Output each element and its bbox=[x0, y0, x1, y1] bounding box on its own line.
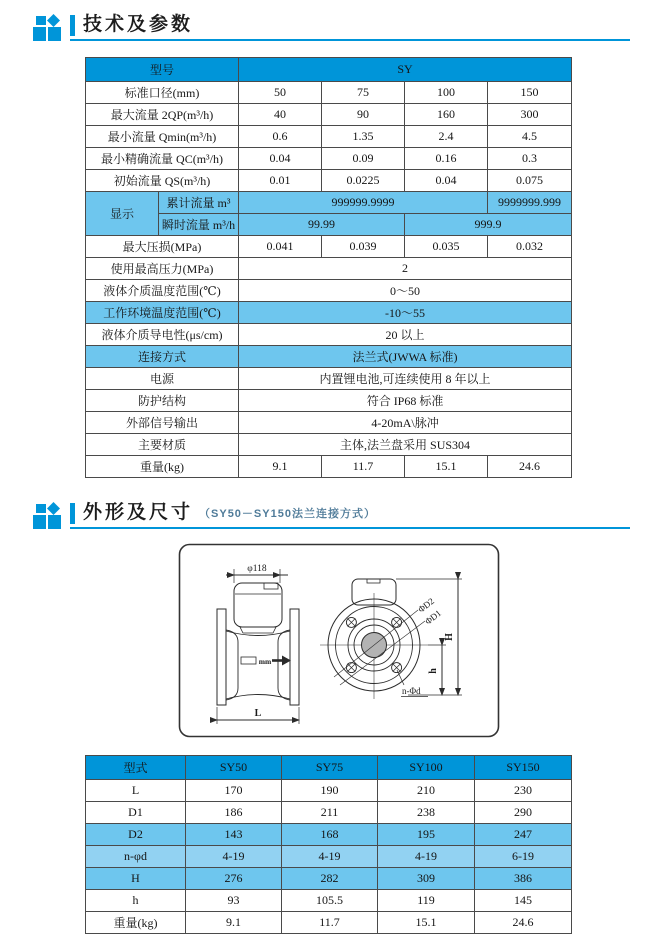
row-label: L bbox=[86, 780, 186, 802]
dim-label-d2: ΦD2 bbox=[416, 595, 437, 615]
section-header-dimensions bbox=[32, 502, 630, 529]
cell-value: 15.1 bbox=[405, 456, 488, 478]
column-header: 型式 bbox=[86, 756, 186, 780]
dim-label-d1: ΦD1 bbox=[423, 607, 444, 627]
cell-value: 999999.9999 bbox=[239, 192, 488, 214]
cell-value: 4.5 bbox=[488, 126, 572, 148]
cell-value: 4-19 bbox=[186, 846, 282, 868]
cell-value: 0.04 bbox=[239, 148, 322, 170]
cell-value: 0～50 bbox=[239, 280, 572, 302]
column-header: SY bbox=[239, 58, 572, 82]
cell-value: 内置锂电池,可连续使用 8 年以上 bbox=[239, 368, 572, 390]
cell-value: 160 bbox=[405, 104, 488, 126]
cell-value: 50 bbox=[239, 82, 322, 104]
column-header: SY100 bbox=[378, 756, 475, 780]
row-label: 最小精确流量 QC(m³/h) bbox=[86, 148, 239, 170]
cell-value: 15.1 bbox=[378, 912, 475, 934]
cell-value: 主体,法兰盘采用 SUS304 bbox=[239, 434, 572, 456]
dim-label-phi118: φ118 bbox=[247, 564, 267, 574]
title-underline bbox=[70, 14, 630, 41]
cell-value: 100 bbox=[405, 82, 488, 104]
row-label: 防护结构 bbox=[86, 390, 239, 412]
dim-label-bolt-spec: n-Φd bbox=[402, 686, 421, 696]
dim-label-mm: mm bbox=[258, 657, 272, 666]
cell-value: 24.6 bbox=[488, 456, 572, 478]
row-label: h bbox=[86, 890, 186, 912]
section-title: 技术及参数 bbox=[83, 14, 194, 35]
cell-value: 1.35 bbox=[322, 126, 405, 148]
row-label: 最大压损(MPa) bbox=[86, 236, 239, 258]
cell-value: 0.035 bbox=[405, 236, 488, 258]
cell-value: 0.039 bbox=[322, 236, 405, 258]
outline-drawing-panel bbox=[178, 543, 500, 744]
cell-value: 210 bbox=[378, 780, 475, 802]
row-label: 液体介质导电性(μs/cm) bbox=[86, 324, 239, 346]
section-icon bbox=[32, 14, 68, 42]
cell-value: 238 bbox=[378, 802, 475, 824]
row-label: 重量(kg) bbox=[86, 912, 186, 934]
cell-value: 20 以上 bbox=[239, 324, 572, 346]
cell-value: 186 bbox=[186, 802, 282, 824]
cell-value: 0.6 bbox=[239, 126, 322, 148]
dim-label-length: L bbox=[254, 708, 262, 719]
cell-value: 9.1 bbox=[186, 912, 282, 934]
cell-value: 105.5 bbox=[282, 890, 378, 912]
row-label: 连接方式 bbox=[86, 346, 239, 368]
cell-value: 0.032 bbox=[488, 236, 572, 258]
row-label: 重量(kg) bbox=[86, 456, 239, 478]
row-label: 使用最高压力(MPa) bbox=[86, 258, 239, 280]
dim-label-half-height: h bbox=[428, 668, 439, 674]
cell-value: 119 bbox=[378, 890, 475, 912]
section-icon bbox=[32, 502, 68, 530]
cell-value: -10～55 bbox=[239, 302, 572, 324]
cell-value: 4-19 bbox=[378, 846, 475, 868]
row-label: 液体介质温度范围(℃) bbox=[86, 280, 239, 302]
section-subtitle: （SY50－SY150法兰连接方式） bbox=[199, 508, 376, 520]
cell-value: 9.1 bbox=[239, 456, 322, 478]
cell-value: 4-19 bbox=[282, 846, 378, 868]
cell-value: 法兰式(JWWA 标准) bbox=[239, 346, 572, 368]
cell-value: 0.16 bbox=[405, 148, 488, 170]
cell-value: 230 bbox=[475, 780, 572, 802]
cell-value: 符合 IP68 标准 bbox=[239, 390, 572, 412]
cell-value: 195 bbox=[378, 824, 475, 846]
cell-value: 150 bbox=[488, 82, 572, 104]
column-header: SY150 bbox=[475, 756, 572, 780]
cell-value: 247 bbox=[475, 824, 572, 846]
cell-value: 211 bbox=[282, 802, 378, 824]
cell-value: 2.4 bbox=[405, 126, 488, 148]
cell-value: 143 bbox=[186, 824, 282, 846]
cell-value: 93 bbox=[186, 890, 282, 912]
cell-value: 0.04 bbox=[405, 170, 488, 192]
title-accent-bar bbox=[70, 15, 75, 36]
side-view bbox=[217, 564, 299, 724]
outline-drawing bbox=[178, 543, 500, 739]
section-header-specs bbox=[32, 14, 630, 41]
cell-value: 4-20mA\脉冲 bbox=[239, 412, 572, 434]
cell-value: 170 bbox=[186, 780, 282, 802]
row-label: 最大流量 2QP(m³/h) bbox=[86, 104, 239, 126]
title-accent-bar bbox=[70, 503, 75, 524]
row-label: D1 bbox=[86, 802, 186, 824]
cell-value: 11.7 bbox=[282, 912, 378, 934]
cell-value: 190 bbox=[282, 780, 378, 802]
cell-value: 0.3 bbox=[488, 148, 572, 170]
front-view bbox=[320, 579, 462, 699]
cell-value: 2 bbox=[239, 258, 572, 280]
cell-value: 282 bbox=[282, 868, 378, 890]
column-header: 型号 bbox=[86, 58, 239, 82]
cell-value: 11.7 bbox=[322, 456, 405, 478]
row-label: 最小流量 Qmin(m³/h) bbox=[86, 126, 239, 148]
cell-value: 0.0225 bbox=[322, 170, 405, 192]
cell-value: 6-19 bbox=[475, 846, 572, 868]
column-header: SY50 bbox=[186, 756, 282, 780]
cell-value: 24.6 bbox=[475, 912, 572, 934]
row-label: D2 bbox=[86, 824, 186, 846]
cell-value: 99.99 bbox=[239, 214, 405, 236]
cell-value: 309 bbox=[378, 868, 475, 890]
row-label: 标准口径(mm) bbox=[86, 82, 239, 104]
cell-value: 40 bbox=[239, 104, 322, 126]
row-label: n-φd bbox=[86, 846, 186, 868]
dimension-table bbox=[85, 755, 572, 934]
cell-value: 276 bbox=[186, 868, 282, 890]
row-label: 工作环境温度范围(℃) bbox=[86, 302, 239, 324]
row-label: H bbox=[86, 868, 186, 890]
row-label: 初始流量 QS(m³/h) bbox=[86, 170, 239, 192]
row-label: 电源 bbox=[86, 368, 239, 390]
cell-value: 0.01 bbox=[239, 170, 322, 192]
cell-value: 0.041 bbox=[239, 236, 322, 258]
row-label: 外部信号输出 bbox=[86, 412, 239, 434]
cell-value: 75 bbox=[322, 82, 405, 104]
spec-table bbox=[85, 57, 572, 478]
cell-value: 386 bbox=[475, 868, 572, 890]
section-title: 外形及尺寸 bbox=[83, 502, 194, 523]
column-header: SY75 bbox=[282, 756, 378, 780]
row-label: 瞬时流量 m³/h bbox=[159, 214, 239, 236]
cell-value: 累计流量 m³ bbox=[159, 192, 239, 214]
row-label: 显示 bbox=[86, 192, 159, 236]
cell-value: 168 bbox=[282, 824, 378, 846]
cell-value: 145 bbox=[475, 890, 572, 912]
cell-value: 0.09 bbox=[322, 148, 405, 170]
cell-value: 9999999.999 bbox=[488, 192, 572, 214]
cell-value: 290 bbox=[475, 802, 572, 824]
cell-value: 90 bbox=[322, 104, 405, 126]
cell-value: 999.9 bbox=[405, 214, 572, 236]
cell-value: 300 bbox=[488, 104, 572, 126]
dim-label-total-height: H bbox=[444, 633, 455, 641]
row-label: 主要材质 bbox=[86, 434, 239, 456]
title-underline bbox=[70, 502, 630, 529]
cell-value: 0.075 bbox=[488, 170, 572, 192]
